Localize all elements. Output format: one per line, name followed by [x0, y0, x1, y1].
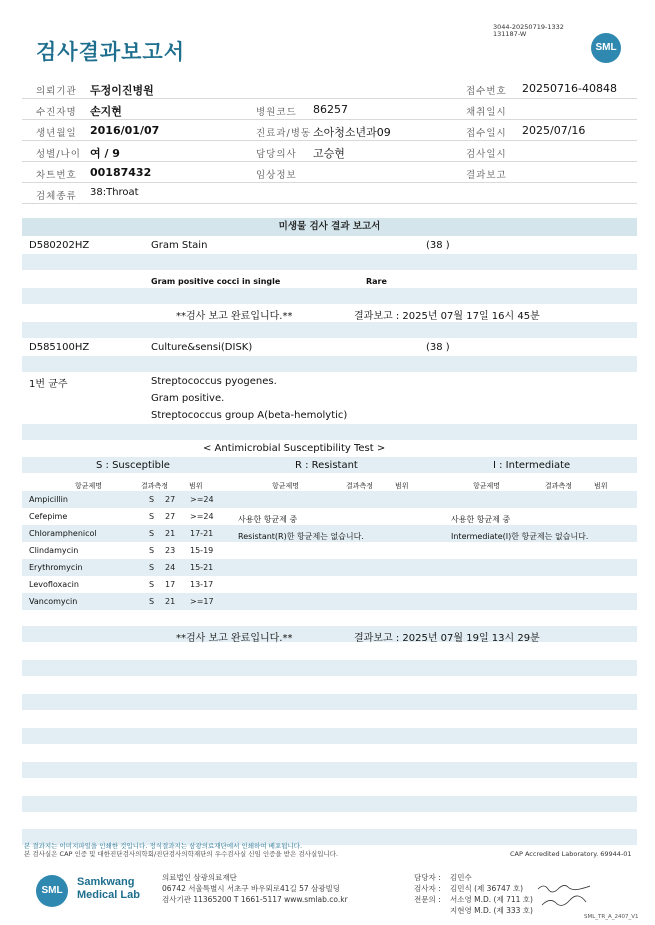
dob-label: 생년월일 — [36, 128, 77, 139]
organism-label: 1번 균주 — [29, 379, 68, 390]
antibiotic-value: 21 — [165, 529, 176, 538]
antibiotic-sir: S — [149, 597, 155, 606]
test1-no: (38 ) — [426, 240, 450, 251]
col-result-r: 결과측정 — [346, 482, 374, 490]
name-value: 손지현 — [90, 105, 122, 118]
specimen-value: 38:Throat — [90, 187, 139, 198]
band-row — [22, 424, 637, 440]
ast-title: < Antimicrobial Susceptibility Test > — [203, 443, 386, 454]
test1-code: D580202HZ — [29, 240, 90, 251]
antibiotic-name: Cefepime — [29, 512, 68, 521]
band-row — [22, 356, 637, 372]
test-date-label: 검사일시 — [466, 149, 507, 160]
band-row — [22, 694, 637, 710]
antibiotic-name: Chloramphenicol — [29, 529, 97, 538]
antibiotic-row — [22, 593, 637, 610]
info-row-dob — [22, 120, 637, 141]
antibiotic-value: 23 — [165, 546, 176, 555]
tester-name: 김민식 (제 36747 호) — [450, 884, 524, 893]
antibiotic-sir: S — [149, 580, 155, 589]
note-intermediate-1: 사용한 항균제 중 — [451, 515, 511, 524]
collect-date-label: 채취일시 — [466, 107, 507, 118]
doctor-label: 담당의사 — [256, 149, 297, 160]
col-range-s: 범위 — [189, 482, 203, 490]
gram-amount: Rare — [366, 277, 387, 286]
band-row — [22, 322, 637, 338]
band-row — [22, 254, 637, 270]
antibiotic-value: 27 — [165, 512, 176, 521]
antibiotic-range: 15-21 — [190, 563, 214, 572]
staff-names — [450, 872, 533, 916]
antibiotic-value: 27 — [165, 495, 176, 504]
dob-value: 2016/01/07 — [90, 124, 160, 137]
antibiotic-name: Erythromycin — [29, 563, 83, 572]
organism-line3: Streptococcus group A(beta-hemolytic) — [151, 410, 348, 421]
antibiotic-range: 13-17 — [190, 580, 214, 589]
antibiotic-name: Vancomycin — [29, 597, 78, 606]
hospital-label: 의뢰기관 — [36, 86, 77, 97]
name-label: 수진자명 — [36, 107, 77, 118]
col-drug-r: 항균제명 — [272, 482, 300, 490]
signature-icon — [536, 881, 596, 911]
doc-id-line1: 3044-20250719-1332 — [493, 23, 564, 31]
legend-resistant: R : Resistant — [295, 460, 358, 471]
chart-no-label: 차트번호 — [36, 170, 77, 181]
staff-labels — [414, 872, 441, 905]
col-result-i: 결과측정 — [545, 482, 573, 490]
band-row — [22, 762, 637, 778]
test2-code: D585100HZ — [29, 342, 90, 353]
form-code: SML_TR_A_2407_V1 — [584, 914, 639, 920]
tester-label: 검사자 : — [414, 884, 441, 893]
antibiotic-sir: S — [149, 512, 155, 521]
dept-value: 소아청소년과09 — [313, 126, 391, 139]
info-row-hospital — [22, 78, 637, 99]
notice-accreditation: 본 검사실은 CAP 인증 및 대한진단검사의학회/진단검사의학재단의 우수검사실 신임 인증을 받은 검사실입니다. — [24, 850, 339, 858]
note-resistant-1: 사용한 항균제 중 — [238, 515, 298, 524]
antibiotic-sir: S — [149, 546, 155, 555]
info-row-specimen — [22, 183, 637, 204]
antibiotic-row — [22, 508, 637, 525]
legend-intermediate: I : Intermediate — [493, 460, 571, 471]
complete-time-1: 결과보고 : 2025년 07월 17일 16시 45분 — [354, 311, 540, 322]
notice-image-copy: 본 결과지는 이미지파일을 인쇄한 것입니다. 정식결과지는 삼광의료재단에서 인쇄하여 배포됩니다. — [24, 842, 303, 850]
antibiotic-sir: S — [149, 495, 155, 504]
complete-time-2: 결과보고 : 2025년 07월 19일 13시 29분 — [354, 633, 540, 644]
company-name-kr: 의료법인 삼광의료재단 — [162, 873, 237, 882]
complete-message-2: **검사 보고 완료입니다.** — [176, 633, 293, 644]
antibiotic-name: Ampicillin — [29, 495, 68, 504]
test2-name: Culture&sensi(DISK) — [151, 342, 253, 353]
note-resistant-2: Resistant(R)한 항균제는 없습니다. — [238, 532, 364, 541]
company-name-en-line1: Samkwang — [77, 876, 135, 888]
antibiotic-sir: S — [149, 529, 155, 538]
antibiotic-row — [22, 491, 637, 508]
test1-name: Gram Stain — [151, 240, 208, 251]
sex-age-value: 여 / 9 — [90, 147, 120, 160]
receipt-date-label: 접수일시 — [466, 128, 507, 139]
receipt-date-value: 2025/07/16 — [522, 124, 586, 137]
col-drug-i: 항균제명 — [473, 482, 501, 490]
cap-accreditation: CAP Accredited Laboratory. 69944-01 — [510, 850, 632, 858]
receipt-no-label: 접수번호 — [466, 86, 507, 97]
sex-age-label: 성별/나이 — [36, 149, 81, 160]
organism-line2: Gram positive. — [151, 393, 225, 404]
dept-label: 진료과/병동 — [256, 128, 312, 139]
band-row — [22, 728, 637, 744]
antibiotic-row — [22, 576, 637, 593]
antibiotic-value: 24 — [165, 563, 176, 572]
chart-no-value: 00187432 — [90, 166, 152, 179]
col-range-i: 범위 — [594, 482, 608, 490]
info-row-sex — [22, 141, 637, 162]
section-title: 미생물 검사 결과 보고서 — [278, 221, 381, 232]
result-report-label: 결과보고 — [466, 170, 507, 181]
antibiotic-range: >=24 — [190, 495, 214, 504]
legend-susceptible: S : Susceptible — [96, 460, 170, 471]
specimen-label: 검체종류 — [36, 191, 77, 202]
company-name-en — [77, 876, 140, 902]
specialist1-name: 서소영 M.D. (제 711 호) — [450, 895, 533, 904]
report-title: 검사결과보고서 — [36, 40, 186, 64]
antibiotic-value: 17 — [165, 580, 176, 589]
manager-label: 담당자 : — [414, 873, 441, 882]
info-row-chart — [22, 162, 637, 183]
clinical-label: 임상정보 — [256, 170, 297, 181]
doctor-value: 고승현 — [313, 147, 345, 160]
section-header — [22, 218, 637, 236]
specialist-label: 전문의 : — [414, 895, 441, 904]
band-row — [22, 796, 637, 812]
antibiotic-row — [22, 542, 637, 559]
hospital-code-label: 병원코드 — [256, 107, 297, 118]
sml-logo-icon: SML — [591, 33, 621, 63]
antibiotic-range: 15-19 — [190, 546, 214, 555]
antibiotic-value: 21 — [165, 597, 176, 606]
specialist2-name: 지현영 M.D. (제 333 호) — [450, 906, 533, 915]
band-row — [22, 660, 637, 676]
test2-no: (38 ) — [426, 342, 450, 353]
document-id — [493, 24, 564, 38]
antibiotic-range: >=24 — [190, 512, 214, 521]
company-address: 06742 서울특별시 서초구 바우뫼로41길 57 삼광빌딩 — [162, 884, 341, 893]
organism-line1: Streptococcus pyogenes. — [151, 376, 277, 387]
antibiotic-sir: S — [149, 563, 155, 572]
hospital-code-value: 86257 — [313, 103, 348, 116]
col-drug-s: 항균제명 — [75, 482, 103, 490]
info-row-name — [22, 99, 637, 120]
complete-message-1: **검사 보고 완료입니다.** — [176, 311, 293, 322]
col-result-s: 결과측정 — [141, 482, 169, 490]
receipt-no-value: 20250716-40848 — [522, 82, 617, 95]
antibiotic-range: 17-21 — [190, 529, 214, 538]
antibiotic-name: Levofloxacin — [29, 580, 79, 589]
company-name-en-line2: Medical Lab — [77, 889, 140, 901]
antibiotic-range: >=17 — [190, 597, 214, 606]
antibiotic-row — [22, 559, 637, 576]
sml-footer-logo-icon: SML — [36, 875, 68, 907]
note-intermediate-2: Intermediate(I)한 항균제는 없습니다. — [451, 532, 589, 541]
antibiotic-name: Clindamycin — [29, 546, 79, 555]
hospital-value: 두정이진병원 — [90, 84, 154, 97]
doc-id-line2: 131187-W — [493, 30, 527, 38]
col-range-r: 범위 — [395, 482, 409, 490]
band-row — [22, 288, 637, 304]
manager-name: 김민수 — [450, 873, 472, 882]
company-lab-no: 검사기관 11365200 T 1661-5117 www.smlab.co.kr — [162, 895, 348, 904]
gram-finding: Gram positive cocci in single — [151, 277, 281, 286]
band-row — [22, 626, 637, 642]
company-info — [162, 872, 348, 905]
